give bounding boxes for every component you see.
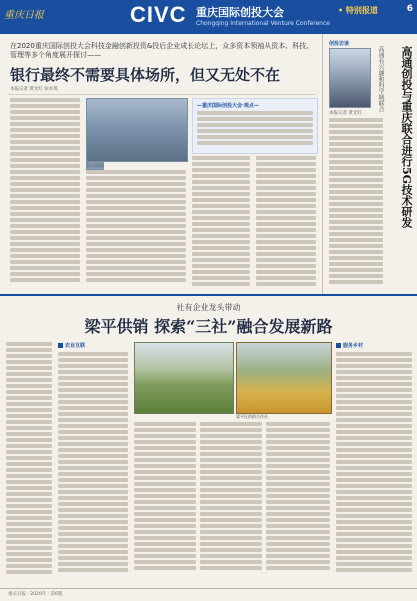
bottom-story-kicker: 社有企业龙头带动: [176, 303, 241, 312]
text-column: [10, 98, 80, 288]
newspaper-logo: 重庆日报: [4, 10, 44, 21]
sidebar-text: [329, 118, 383, 288]
interviewee-portrait: [329, 48, 371, 108]
farm-photo: [236, 342, 332, 414]
text-column: [256, 156, 316, 288]
text-column: [86, 170, 186, 288]
bottom-story-headline: 梁平供销 探索“三社”融合发展新路: [84, 317, 333, 336]
quote-text: [197, 111, 313, 149]
text-column: [192, 156, 250, 288]
section-tag-2: 服务乡村: [336, 342, 363, 349]
quote-box: [192, 98, 318, 154]
event-title: 重庆国际创投大会: [196, 6, 284, 19]
masthead: [0, 0, 417, 34]
village-photo: [134, 342, 234, 414]
top-story: [0, 34, 323, 294]
bottom-story: [0, 296, 417, 588]
top-story-headline: 银行最终不需要具体场所，但又无处不在: [10, 66, 281, 84]
headline-rule: [8, 94, 316, 95]
sidebar-subhead: 高通有兴趣和科学城联合: [377, 46, 384, 112]
text-column: [134, 422, 196, 578]
event-subtitle: Chongqing International Venture Conference: [196, 20, 330, 27]
sidebar-story: [323, 34, 417, 294]
page-footer: 重庆日报 · 2020年 · 第6版: [0, 588, 417, 601]
text-column: [6, 342, 52, 578]
top-story-byline: 本报记者 黄光红 张亦筑: [10, 87, 58, 92]
sidebar-label: 创投访谈: [329, 41, 350, 47]
forum-photo: [86, 98, 188, 162]
text-column: [58, 352, 128, 578]
sidebar-headline: 高通创投与重庆联合进行5G技术研发: [400, 46, 413, 229]
quote-box-title: —重庆国际创投大会·观点—: [197, 103, 259, 109]
section-tag-1: 农业互联: [58, 342, 85, 349]
text-column: [336, 352, 412, 578]
page-number: 6: [406, 4, 413, 14]
top-story-kicker: 在2020重庆国际创投大会科技金融创新投资&投后企业成长论坛上，众多资本领袖从资本、科技、管理等多个角度展开探讨——: [10, 42, 314, 59]
photo-caption: 论坛现场: [87, 163, 103, 168]
text-column: [200, 422, 262, 578]
text-column: [266, 422, 330, 578]
farm-photo-caption: 梁平区供销合作社: [236, 414, 268, 419]
civc-logo: CIVC: [130, 2, 187, 27]
special-report-tag: • 特别报道: [338, 6, 378, 15]
sidebar-byline: 本报记者 黄光红: [329, 111, 362, 116]
